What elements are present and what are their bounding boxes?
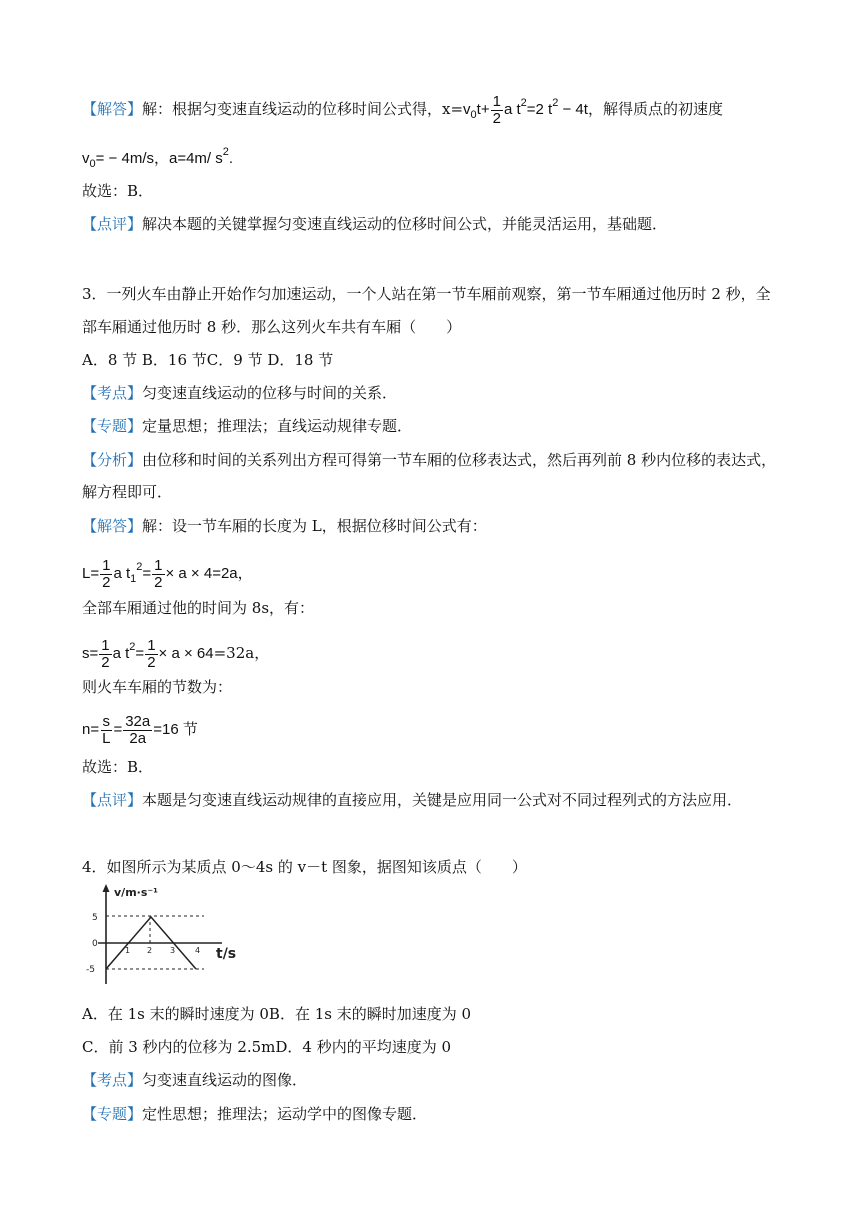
- q3-jieda: 解：设一节车厢的长度为 L，根据位移时间公式有：: [142, 517, 487, 535]
- tick-yneg5: -5: [86, 965, 95, 975]
- q2-answer-pre: 解：根据匀变速直线运动的位移时间公式得，x=: [142, 100, 464, 118]
- q2-answer-post: ，解得质点的初速度: [587, 100, 723, 118]
- tag-dianping: 【点评】: [82, 215, 143, 233]
- q3-choice: 故选：B．: [82, 758, 154, 776]
- q4-kaodian: 匀变速直线运动的图像．: [142, 1071, 308, 1089]
- q4-kaodian-line: [82, 1069, 307, 1091]
- q3-kaodian-line: [82, 382, 397, 404]
- q2-review-line: [82, 213, 667, 235]
- q3-stem-1: 3．一列火车由静止开始作匀加速运动，一个人站在第一节车厢前观察，第一节车厢通过他历时 2 秒，全: [82, 285, 771, 303]
- q2-answer-line: [82, 92, 723, 127]
- q2-result: $v_0= - 4m/s$，a=4m/ $s^2$.: [82, 146, 234, 170]
- q2-result-line: [82, 141, 233, 175]
- q3-kaodian: 匀变速直线运动的位移与时间的关系．: [142, 384, 398, 402]
- fraction-half: $\frac{1}{2}$: [154, 556, 163, 591]
- q3-jieda-line: [82, 515, 487, 537]
- q4-options-ab: A．在 1s 末的瞬时速度为 0B．在 1s 末的瞬时加速度为 0: [82, 1005, 472, 1023]
- tag-kaodian: 【考点】: [82, 1071, 143, 1089]
- tag-zhuanti: 【专题】: [82, 417, 143, 435]
- x-axis-label: t/s: [216, 946, 237, 962]
- fraction-half: $\frac{1}{2}$: [147, 636, 156, 671]
- q3-review: 本题是匀变速直线运动规律的直接应用，关键是应用同一公式对不同过程列式的方法应用．: [142, 791, 743, 809]
- q3-equation-2: s= $\frac{1}{2}$ a $t^2=$ $\frac{1}{2}$ × a × 64=32a，: [82, 636, 270, 671]
- q3-n-line: 则火车车厢的节数为：: [82, 678, 233, 696]
- tick-x2: 2: [147, 946, 153, 955]
- q3-stem-2: 部车厢通过他历时 8 秒．那么这列火车共有车厢（ ）: [82, 318, 462, 336]
- q2-formula: $v_0t+$ $\frac{1}{2}$ a $t^2=2$ $t^2 - 4t$: [463, 92, 588, 127]
- y-axis-label: v/m·s⁻¹: [114, 886, 158, 899]
- fraction-32a-over-2a: $\frac{32a}{2a}$: [125, 713, 151, 747]
- q3-options: A．8 节 B．16 节C．9 节 D．18 节: [82, 351, 334, 369]
- y-axis-arrow: [103, 884, 110, 892]
- fraction-s-over-L: $\frac{s}{L}$: [102, 713, 111, 747]
- tag-fenxi: 【分析】: [82, 451, 143, 469]
- tag-dianping: 【点评】: [82, 791, 143, 809]
- q4-stem: 4．如图所示为某质点 0～4s 的 v－t 图象，据图知该质点（ ）: [82, 858, 527, 876]
- q3-fenxi-1: 由位移和时间的关系列出方程可得第一节车厢的位移表达式，然后再列前 8 秒内位移的表达式，: [142, 451, 777, 469]
- fraction-half: $\frac{1}{2}$: [102, 556, 111, 591]
- tag-jieda: 【解答】: [82, 517, 143, 535]
- tick-y0: 0: [92, 939, 98, 949]
- q2-review: 解决本题的关键掌握匀变速直线运动的位移时间公式，并能灵活运用，基础题．: [142, 215, 668, 233]
- q4-zhuanti-line: [82, 1103, 427, 1125]
- q3-all-cars-line: 全部车厢通过他的时间为 8s，有：: [82, 599, 315, 617]
- q3-zhuanti: 定量思想；推理法；直线运动规律专题．: [142, 417, 413, 435]
- tick-x3: 3: [170, 946, 176, 955]
- tick-y5: 5: [92, 913, 98, 923]
- q3-equation-3: n= $\frac{s}{L}$ = $\frac{32a}{2a}$ =16 节: [82, 713, 198, 747]
- q2-choice: 故选：B．: [82, 182, 154, 200]
- q3-fenxi-line: [82, 449, 776, 471]
- tick-x1: 1: [125, 946, 131, 955]
- q4-options-cd: C．前 3 秒内的位移为 2.5mD．4 秒内的平均速度为 0: [82, 1038, 452, 1056]
- tag-zhuanti: 【专题】: [82, 1105, 143, 1123]
- fraction-half: $\frac{1}{2}$: [492, 92, 501, 127]
- q3-equation-1: L= $\frac{1}{2}$ a $t_1^2=$ $\frac{1}{2}$ × a × 4=2a，: [82, 556, 253, 591]
- q3-zhuanti-line: [82, 415, 412, 437]
- q4-zhuanti: 定性思想；推理法；运动学中的图像专题．: [142, 1105, 428, 1123]
- q3-review-line: [82, 789, 742, 811]
- tag-jieda: 【解答】: [82, 100, 143, 118]
- tag-kaodian: 【考点】: [82, 384, 143, 402]
- vt-graph: [84, 882, 260, 988]
- q3-fenxi-2: 解方程即可．: [82, 483, 173, 501]
- fraction-half: $\frac{1}{2}$: [101, 636, 110, 671]
- tick-x4: 4: [195, 946, 201, 955]
